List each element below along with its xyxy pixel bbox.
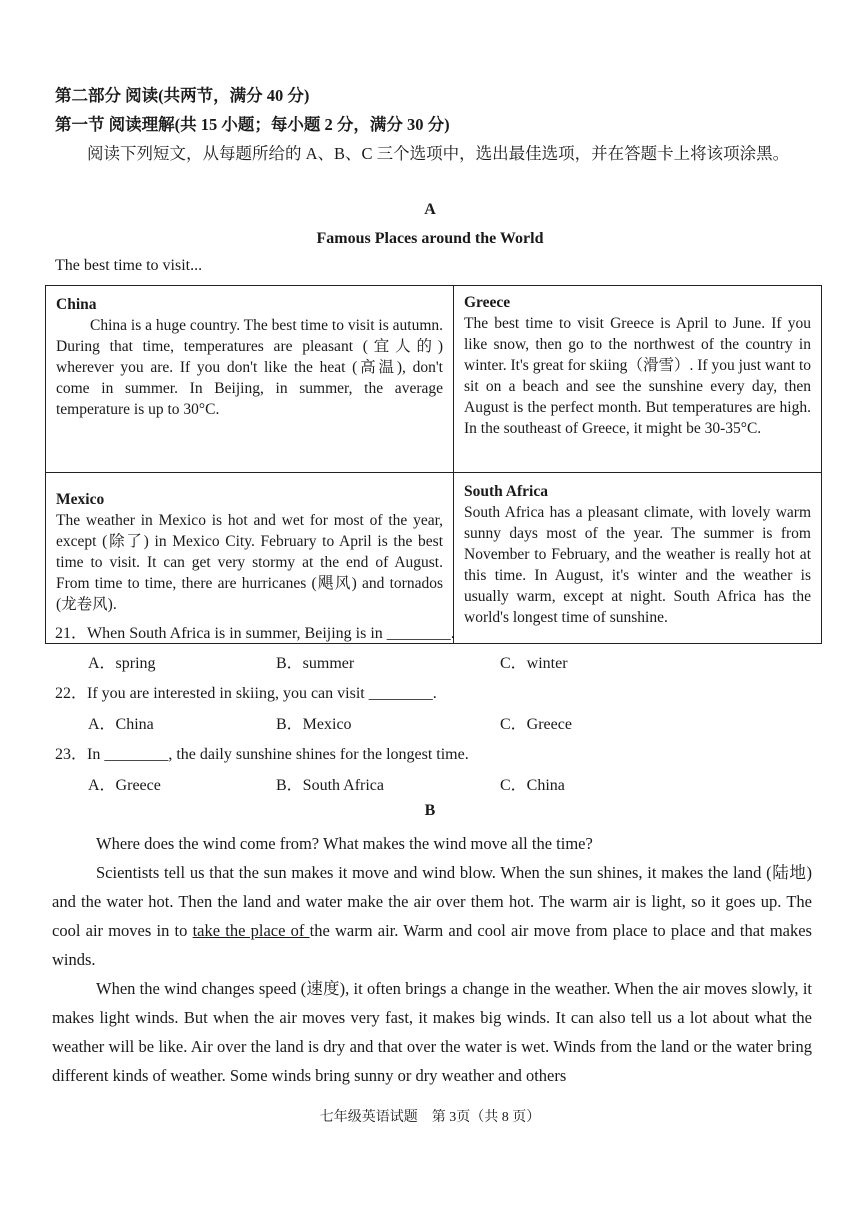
question-23-option-a[interactable]: A．Greece bbox=[88, 777, 161, 794]
place-text: China is a huge country. The best time to visit is autumn. During that time, temperatures are pleasant (宜人的) wherever you are. If you don't like the heat (高温), don't come in summer. In Beijing, in summer, the average temperature is up to 30°C. bbox=[56, 317, 444, 418]
place-name: South Africa bbox=[464, 483, 548, 500]
place-name: Greece bbox=[464, 294, 511, 311]
question-21-option-b[interactable]: B．summer bbox=[276, 655, 355, 672]
place-name: Mexico bbox=[56, 491, 105, 508]
question-22: 22．If you are interested in skiing, you can visit ________. bbox=[55, 685, 437, 702]
place-text: South Africa has a pleasant climate, with lovely warm sunny days most of the year. The summer is from November to February, and the weather is really hot at this time. In August, it's winter and the weather is usually warm, except at night. South Africa has the world's longest time of sunshine. bbox=[464, 504, 811, 626]
place-text: The weather in Mexico is hot and wet for most of the year, except (除了) in Mexico City. February to April is the best time to visit. It can get very stormy at the end of August. From time to time, there are hurricanes (飓风) and tornados (龙卷风). bbox=[56, 512, 443, 613]
place-cell-china bbox=[46, 286, 454, 473]
question-22-option-b[interactable]: B．Mexico bbox=[276, 716, 352, 733]
page-footer: 七年级英语试题 第 3页（共 8 页） bbox=[319, 1110, 541, 1125]
places-table bbox=[45, 285, 822, 644]
passage-b-paragraph-3: When the wind changes speed (速度), it often brings a change in the weather. When the air moves slowly, it makes light winds. But when the air moves very fast, it makes big winds. It can also tell us a lot about what the weather will be like. Air over the land is dry and that over the water is wet. Winds from the land or the water bring different kinds of weather. Some winds bring sunny or dry weather and others bbox=[52, 979, 812, 1085]
passage-b-body bbox=[52, 829, 812, 1090]
question-23-option-b[interactable]: B．South Africa bbox=[276, 777, 384, 794]
instructions: 阅读下列短文，从每题所给的 A、B、C 三个选项中，选出最佳选项，并在答题卡上将该项涂黑。 bbox=[87, 144, 790, 163]
place-cell-south-africa bbox=[454, 473, 822, 644]
part-title: 第二部分 阅读(共两节，满分 40 分) bbox=[55, 86, 310, 105]
passage-b-label: B bbox=[424, 802, 436, 819]
passage-a-title: Famous Places around the World bbox=[316, 230, 544, 247]
passage-b-paragraph-2: Scientists tell us that the sun makes it move and wind blow. When the sun shines, it makes the land (陆地) and the water hot. Then the land and water make the air over them hot. The warm air is light, so it goes up. The cool air moves in to take the place of the warm air. Warm and cool air move from place to place and that makes winds. bbox=[52, 863, 812, 969]
place-name: China bbox=[56, 296, 97, 313]
place-text: The best time to visit Greece is April to June. If you like snow, then go to the northwest of the country in winter. It's great for skiing（滑雪）. If you just want to sit on a beach and see the sunshine every day, then August is the perfect month. But temperatures are high. In the southeast of Greece, it might be 30-35°C. bbox=[464, 315, 811, 437]
underlined-phrase: take the place of bbox=[192, 921, 310, 940]
passage-b-paragraph-1: Where does the wind come from? What makes the wind move all the time? bbox=[96, 834, 593, 853]
question-21-option-c[interactable]: C．winter bbox=[500, 655, 568, 672]
question-23: 23．In ________, the daily sunshine shines for the longest time. bbox=[55, 746, 469, 763]
passage-a-label: A bbox=[424, 201, 436, 218]
question-22-option-c[interactable]: C．Greece bbox=[500, 716, 572, 733]
question-21: 21．When South Africa is in summer, Beijing is in ________. bbox=[55, 625, 455, 642]
question-23-option-c[interactable]: C．China bbox=[500, 777, 565, 794]
section-title: 第一节 阅读理解(共 15 小题；每小题 2 分，满分 30 分) bbox=[55, 115, 450, 134]
question-22-option-a[interactable]: A．China bbox=[88, 716, 154, 733]
question-21-option-a[interactable]: A．spring bbox=[88, 655, 156, 672]
passage-a-intro: The best time to visit... bbox=[55, 257, 203, 274]
place-cell-mexico bbox=[46, 473, 454, 644]
place-cell-greece bbox=[454, 286, 822, 473]
